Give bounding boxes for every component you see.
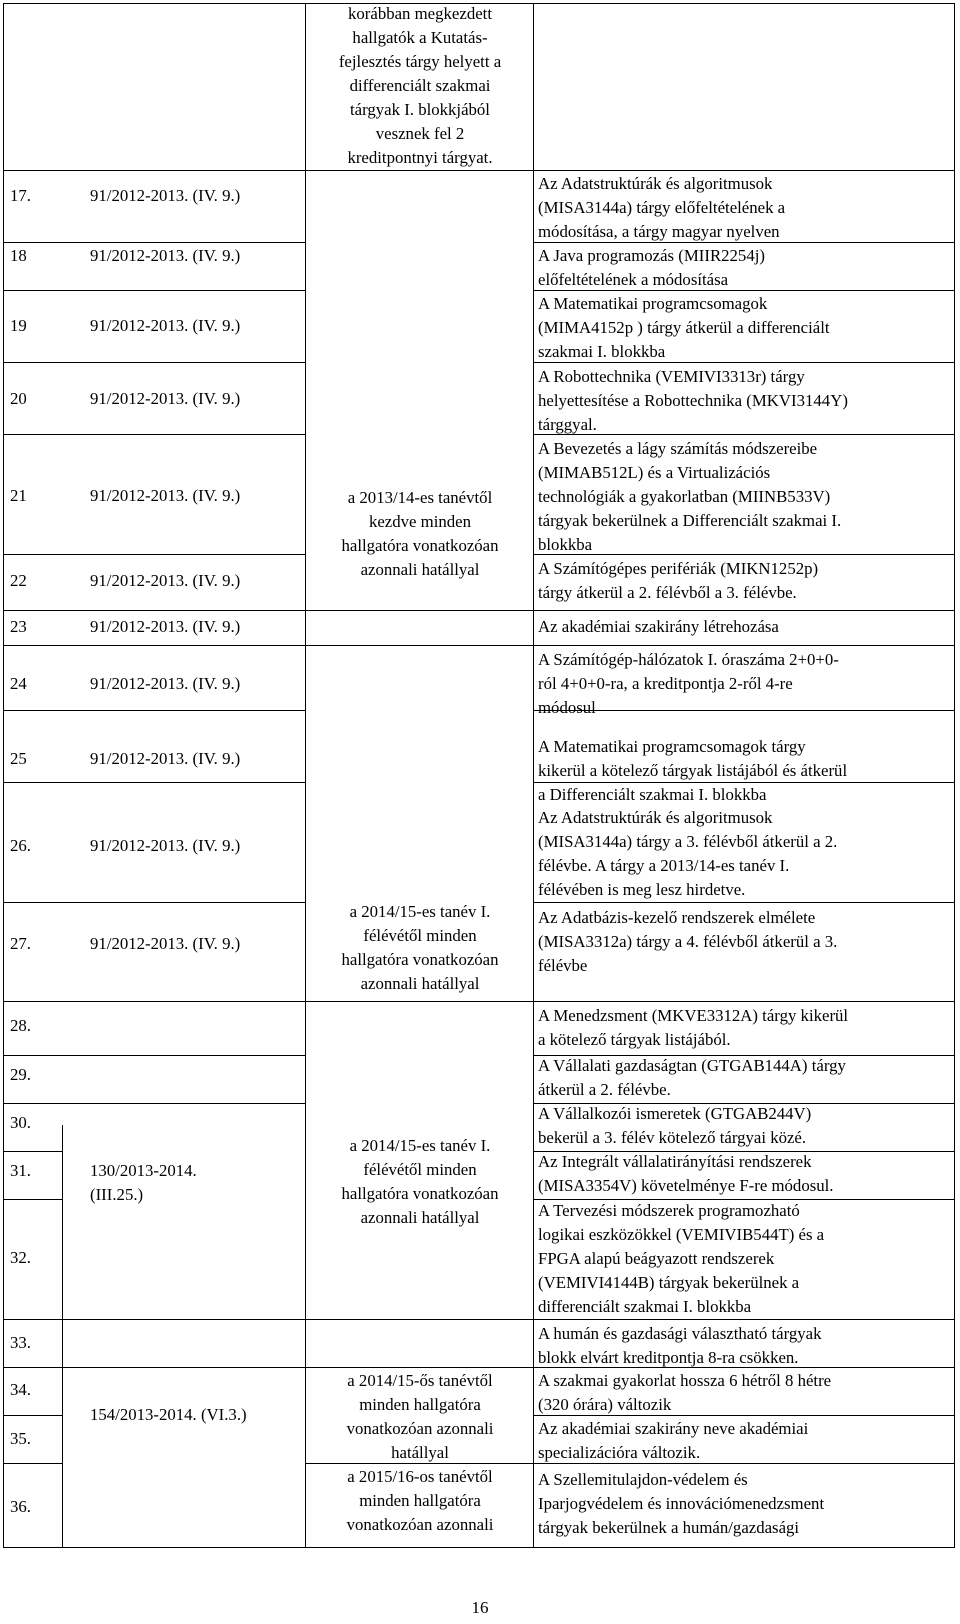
table-border-right [954, 3, 955, 1548]
effect-note: a 2014/15-ős tanévtől minden hallgatóra vonatkozóan azonnali hatállyal [346, 1371, 494, 1462]
row-separator [3, 645, 955, 646]
row-separator [3, 1103, 305, 1104]
change-description: Az Adatstruktúrák és algoritmusok (MISA3144a) tárgy a 3. félévből átkerül a 2. félévbe. A tárgy a 2013/14-es tanév I. félévében is meg lesz hirdetve. [538, 808, 838, 899]
row-number: 33. [10, 1333, 31, 1352]
row-separator [3, 170, 955, 171]
row-number: 29. [10, 1065, 31, 1084]
change-description: A Robottechnika (VEMIVI3313r) tárgy helyettesítése a Robottechnika (MKVI3144Y) tárggyal. [538, 367, 848, 434]
change-description: A Számítógép-hálózatok I. óraszáma 2+0+0- ról 4+0+0-ra, a kreditpontja 2-ről 4-re módosul [538, 650, 839, 717]
row-number: 35. [10, 1429, 31, 1448]
table-border-bottom [3, 1547, 955, 1548]
change-description: A humán és gazdasági választható tárgyak blokk elvárt kreditpontja 8-ra csökken. [538, 1324, 822, 1367]
row-number: 30. [10, 1113, 31, 1132]
decree-ref: 91/2012-2013. (IV. 9.) [90, 246, 241, 265]
change-description: A Menedzsment (MKVE3312A) tárgy kikerül a kötelező tárgyak listájából. [538, 1006, 849, 1049]
decree-ref: 91/2012-2013. (IV. 9.) [90, 934, 241, 953]
row-number: 31. [10, 1161, 31, 1180]
effect-note: a 2014/15-es tanév I. félévétől minden hallgatóra vonatkozóan azonnali hatállyal [341, 1136, 499, 1227]
table-border-left [3, 3, 4, 1548]
row-separator [3, 1415, 63, 1416]
change-description: Az Adatstruktúrák és algoritmusok (MISA3144a) tárgy előfeltételének a módosítása, a tárgy magyar nyelven [538, 174, 786, 241]
row-number: 26. [10, 836, 31, 855]
change-description: A Vállalati gazdaságtan (GTGAB144A) tárgy átkerül a 2. félévbe. [538, 1056, 846, 1099]
change-description: A Java programozás (MIIR2254j) előfeltételének a módosítása [538, 246, 765, 289]
decree-ref: 91/2012-2013. (IV. 9.) [90, 389, 241, 408]
effect-note: a 2015/16-os tanévtől minden hallgatóra vonatkozóan azonnali [346, 1467, 494, 1534]
decree-ref: 91/2012-2013. (IV. 9.) [90, 486, 241, 505]
row-separator [3, 1001, 955, 1002]
row-separator [3, 1151, 63, 1152]
decree-ref: 91/2012-2013. (IV. 9.) [90, 836, 241, 855]
change-description: A Számítógépes perifériák (MIKN1252p) tárgy átkerül a 2. félévből a 3. félévbe. [538, 559, 819, 602]
row-number: 24 [10, 674, 27, 693]
row-number: 34. [10, 1380, 31, 1399]
decree-ref: 91/2012-2013. (IV. 9.) [90, 186, 241, 205]
row-number: 25 [10, 749, 27, 768]
change-description: A Vállalkozói ismeretek (GTGAB244V) bekerül a 3. félév kötelező tárgyai közé. [538, 1104, 812, 1147]
decree-ref: 154/2013-2014. (VI.3.) [90, 1405, 247, 1424]
change-description: A Matematikai programcsomagok (MIMA4152p ) tárgy átkerül a differenciált szakmai I. blokkba [538, 294, 830, 361]
decree-ref: 91/2012-2013. (IV. 9.) [90, 316, 241, 335]
row-separator [3, 902, 305, 903]
effect-note: a 2013/14-es tanévtől kezdve minden hallgatóra vonatkozóan azonnali hatállyal [341, 488, 499, 579]
change-description: A Tervezési módszerek programozható logikai eszközökkel (VEMIVIB544T) és a FPGA alapú beágyazott rendszerek (VEMIVI4144B) tárgyak bekerülnek a differenciált szakmai I. blokkba [538, 1201, 825, 1316]
decree-ref: 91/2012-2013. (IV. 9.) [90, 571, 241, 590]
row-separator [3, 782, 305, 783]
change-description: A szakmai gyakorlat hossza 6 hétről 8 hétre (320 órára) változik [538, 1371, 832, 1414]
change-description: Az akadémiai szakirány létrehozása [538, 617, 779, 636]
row-separator [3, 434, 305, 435]
row-number: 28. [10, 1016, 31, 1035]
row-number: 19 [10, 316, 27, 335]
decree-ref: 130/2013-2014. (III.25.) [90, 1161, 197, 1204]
row-number: 18 [10, 246, 27, 265]
row-separator [3, 610, 955, 611]
row-separator [3, 554, 305, 555]
change-description: A Bevezetés a lágy számítás módszereibe (MIMAB512L) és a Virtualizációs technológiák a gyakorlatban (MIINB533V) tárgyak bekerülnek a Differenciált szakmai I. blokkba [538, 439, 842, 554]
row-number: 20 [10, 389, 27, 408]
row-number: 36. [10, 1497, 31, 1516]
row-separator [3, 1199, 63, 1200]
row-number: 21 [10, 486, 27, 505]
change-description: A Matematikai programcsomagok tárgy kikerül a kötelező tárgyak listájából és átkerül a Differenciált szakmai I. blokkba [538, 737, 848, 804]
row-separator [3, 1463, 63, 1464]
row-separator [533, 902, 955, 903]
decree-ref: 91/2012-2013. (IV. 9.) [90, 674, 241, 693]
row-number: 17. [10, 186, 31, 205]
row-separator [3, 242, 305, 243]
effect-note: a 2014/15-es tanév I. félévétől minden hallgatóra vonatkozóan azonnali hatállyal [341, 902, 499, 993]
row-number: 32. [10, 1248, 31, 1267]
column-divider-1 [62, 1125, 63, 1548]
decree-ref: 91/2012-2013. (IV. 9.) [90, 749, 241, 768]
change-description: Az akadémiai szakirány neve akadémiai specializációra változik. [538, 1419, 809, 1462]
page-number: 16 [471, 1598, 489, 1617]
change-description: Az Integrált vállalatirányítási rendszerek (MISA3354V) követelménye F-re módosul. [538, 1152, 834, 1195]
row-separator [3, 290, 305, 291]
continued-note: korábban megkezdett hallgatók a Kutatás- fejlesztés tárgy helyett a differenciált szakmai tárgyak I. blokkjából vesznek fel 2 kreditpontnyi tárgyat. [338, 4, 502, 167]
row-number: 27. [10, 934, 31, 953]
change-description: Az Adatbázis-kezelő rendszerek elmélete (MISA3312a) tárgy a 4. félévből átkerül a 3. félévbe [538, 908, 838, 975]
change-description: A Szellemitulajdon-védelem és Iparjogvédelem és innovációmenedzsment tárgyak bekerülnek a humán/gazdasági [538, 1470, 825, 1537]
column-divider-2 [305, 3, 306, 1548]
decree-ref: 91/2012-2013. (IV. 9.) [90, 617, 241, 636]
row-number: 23 [10, 617, 27, 636]
row-separator [3, 362, 305, 363]
column-divider-3 [533, 3, 534, 1548]
row-separator [3, 1319, 955, 1320]
row-number: 22 [10, 571, 27, 590]
row-separator [3, 1055, 305, 1056]
row-separator [3, 710, 305, 711]
